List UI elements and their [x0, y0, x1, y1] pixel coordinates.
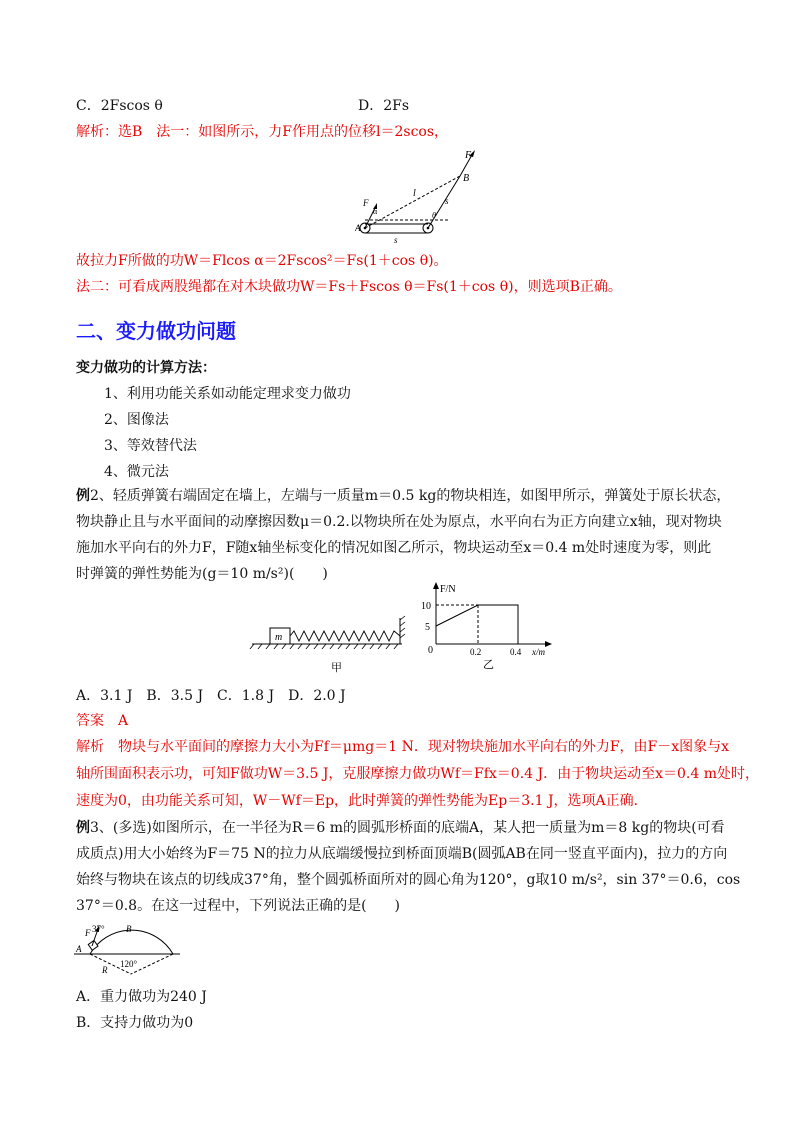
arc-label-r: R	[102, 965, 108, 975]
example2-line-3: 施加水平向右的外力F，F随x轴坐标变化的情况如图乙所示，物块运动至x＝0.4 m处时速度为零，则此	[76, 540, 712, 556]
arc-label-b: B	[126, 924, 132, 934]
fig1-label-s-lower: s	[394, 235, 398, 244]
example3-option-a: A．重力做功为240 J	[76, 989, 207, 1005]
graph-xlabel: x/m	[532, 647, 545, 657]
example3-option-b: B．支持力做功为0	[76, 1015, 194, 1031]
spring	[290, 631, 400, 641]
example2-analysis-2: 轴所围面积表示功，可知F做功W＝3.5 J，克服摩擦力做功Wf＝Ffx＝0.4 J．由于物块运动至x＝0.4 m处时，	[76, 766, 760, 782]
block-label: m	[275, 632, 283, 643]
work-line: 故拉力F所做的功W＝Flcos α＝2Fscos²＝Fs(1＋cos θ)。	[76, 253, 448, 269]
example2-line-1: 例2、轻质弹簧右端固定在墙上，左端与一质量m＝0.5 kg的物块相连，如图甲所示，弹簧处于原长状态，	[76, 488, 731, 504]
arc-bridge-figure	[72, 920, 184, 978]
spring-figure	[248, 614, 408, 676]
arc-label-f: F	[85, 928, 91, 938]
method-item: 4、微元法	[104, 464, 169, 480]
graph-xtick-02: 0.2	[470, 647, 482, 657]
example3-line-4: 37°＝0.8。在这一过程中，下列说法正确的是( )	[76, 898, 401, 914]
pulley-figure	[355, 146, 475, 244]
option-c: C．2Fscos θ	[76, 98, 163, 114]
fig-yi-caption: 乙	[483, 659, 494, 670]
arc-label-120: 120°	[120, 959, 138, 969]
fig1-label-f-small: F	[363, 198, 369, 208]
example2-analysis-1: 解析 物块与水平面间的摩擦力大小为Ff＝μmg＝1 N．现对物块施加水平向右的外力F，由F－x图象与x	[76, 739, 730, 755]
example2-analysis-3: 速度为0，由功能关系可知，W－Wf＝Ep，此时弹簧的弹性势能为Ep＝3.1 J，选项A正确．	[76, 793, 648, 809]
graph-ylabel: F/N	[440, 584, 456, 595]
graph-xtick-04: 0.4	[510, 647, 522, 657]
analysis-line: 解析：选B 法一：如图所示，力F作用点的位移l＝2scos，	[76, 124, 449, 140]
fig-jia-caption: 甲	[331, 662, 342, 674]
example3-line-1: 例3、(多选)如图所示，在一半径为R＝6 m的圆弧形桥面的底端A，某人把一质量为m＝8 kg的物块(可看	[76, 820, 725, 836]
example3-label: 例	[76, 820, 90, 836]
option-d: D．2Fs	[358, 98, 410, 114]
fig1-label-f: F	[465, 150, 472, 161]
method2-line: 法二：可看成两股绳都在对木块做功W＝Fs＋Fscos θ＝Fs(1＋cos θ)，则选项B正确。	[76, 279, 622, 295]
fig1-label-b: B	[463, 173, 470, 184]
graph-origin: 0	[428, 645, 433, 656]
method-item: 1、利用功能关系如动能定理求变力做功	[104, 386, 351, 402]
methods-title: 变力做功的计算方法：	[76, 360, 216, 376]
example2-line-2: 物块静止且与水平面间的动摩擦因数μ＝0.2.以物块所在处为原点，水平向右为正方向建立x轴，现对物块	[76, 514, 722, 530]
example3-line-3: 始终与物块在该点的切线成37°角，整个圆弧桥面所对的圆心角为120°，g取10 m/s²，sin 37°＝0.6，cos	[76, 872, 741, 888]
method-item: 3、等效替代法	[104, 438, 197, 454]
example3-line-2: 成质点)用大小始终为F＝75 N的拉力从底端缓慢拉到桥面顶端B(圆弧AB在同一竖直平面内)，拉力的方向	[76, 846, 728, 862]
example2-label: 例	[76, 488, 90, 504]
fig1-label-l: l	[413, 188, 416, 199]
method-item: 2、图像法	[104, 412, 169, 428]
example2-answer: 答案 A	[76, 713, 129, 729]
fig1-label-s-upper: s	[445, 196, 449, 206]
force-curve	[436, 605, 518, 644]
fig1-label-alpha: α	[373, 207, 378, 216]
example2-line-4: 时弹簧的弹性势能为(g＝10 m/s²)( )	[76, 566, 328, 582]
fig1-label-a: A	[355, 223, 361, 233]
arc-label-a: A	[76, 944, 82, 954]
graph-ytick-5: 5	[425, 622, 430, 633]
section-heading: 二、变力做功问题	[76, 319, 236, 343]
fig1-label-theta: θ	[432, 211, 436, 220]
example2-options: A．3.1 J B．3.5 J C．1.8 J D．2.0 J	[76, 688, 346, 704]
force-graph	[418, 580, 560, 670]
arc-label-37: 37°	[92, 924, 105, 934]
graph-ytick-10: 10	[421, 601, 431, 612]
